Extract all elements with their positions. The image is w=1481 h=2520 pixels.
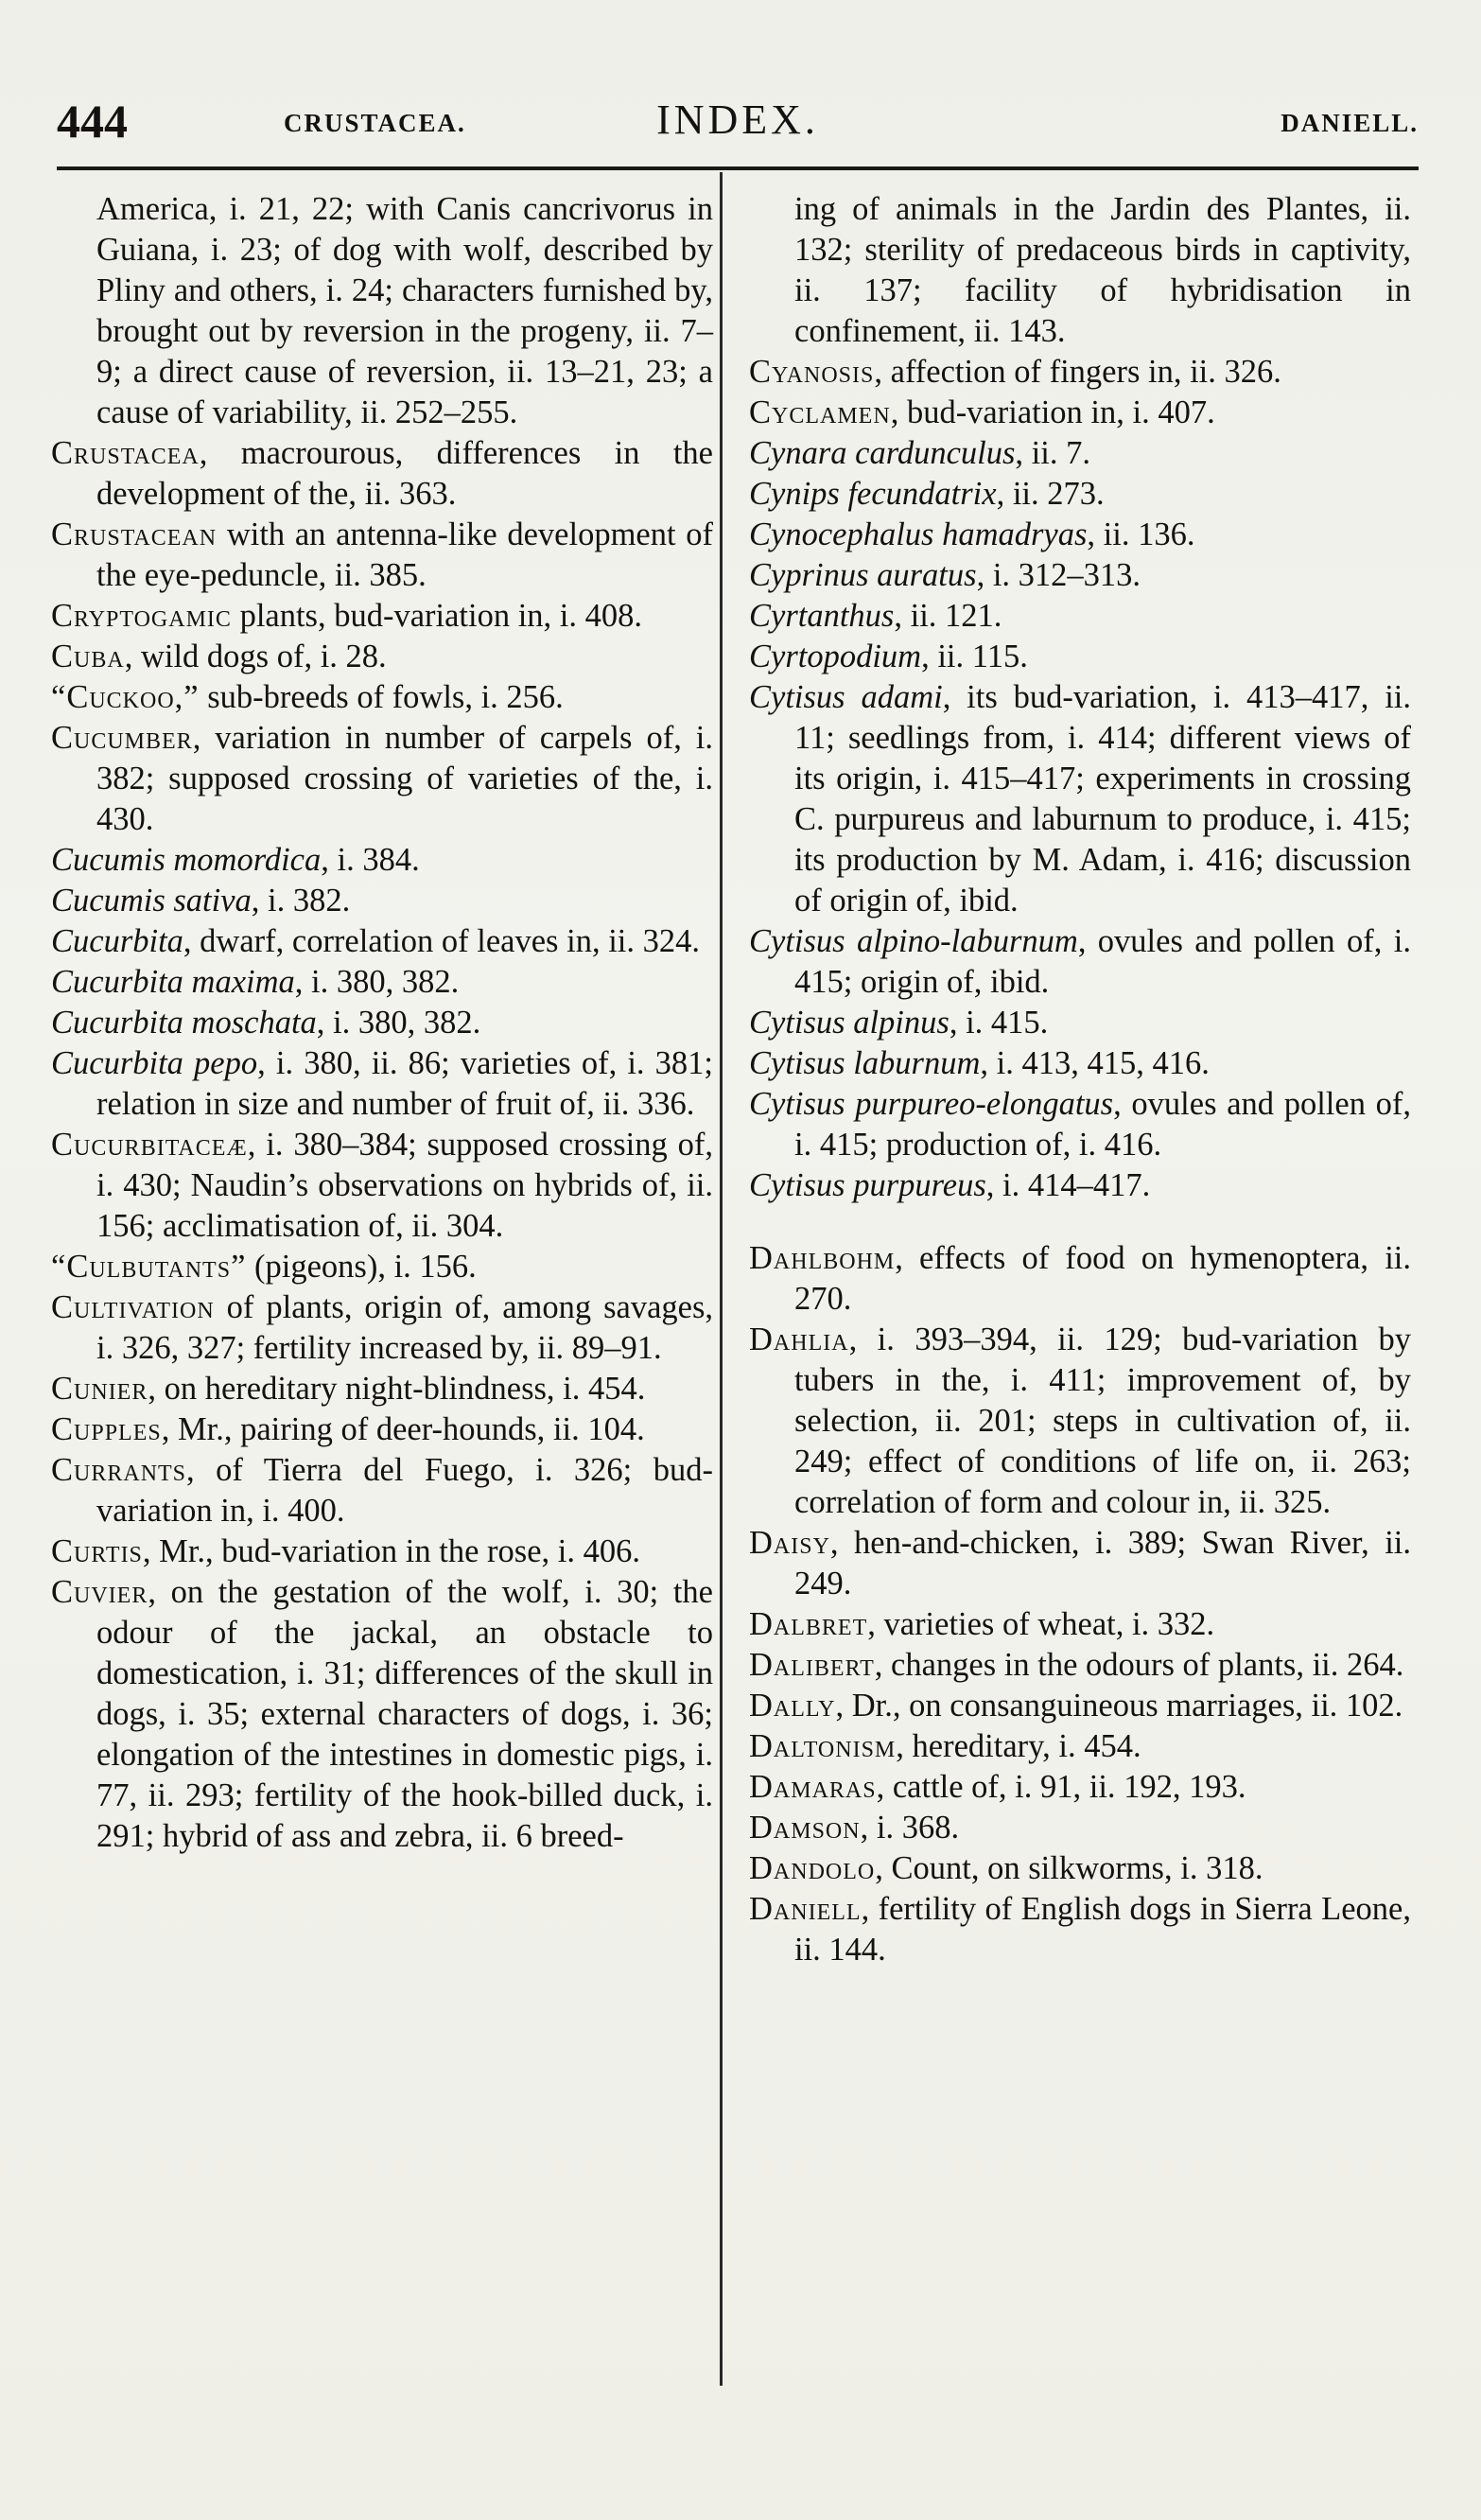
entry-italic-heading: Cucurbita moschata [51, 1005, 317, 1041]
entry-italic-heading: Cucumis momordica [51, 842, 322, 878]
index-entry [51, 1409, 713, 1450]
entry-text: , bud-variation in, i. 407. [890, 394, 1215, 430]
entry-heading: Daltonism [749, 1728, 897, 1764]
entry-heading: Currants [51, 1452, 187, 1488]
entry-heading: Dandolo [749, 1850, 876, 1886]
index-entry [51, 1125, 713, 1247]
entry-heading: Cyclamen [749, 394, 891, 430]
entry-text: , macrourous, differences in the development of the, ii. 363. [96, 435, 713, 512]
entry-heading: Cuvier [51, 1574, 148, 1610]
index-entry [51, 840, 713, 881]
center-running-head: INDEX. [656, 96, 819, 143]
entry-heading: Dally [749, 1688, 836, 1724]
entry-text: , i. 368. [860, 1810, 960, 1846]
entry-italic-heading: Cyrtopodium [749, 639, 922, 674]
entry-italic-heading: Cynara cardunculus [749, 435, 1016, 471]
entry-italic-heading: Cytisus laburnum [749, 1045, 981, 1081]
entry-heading: Cuba [51, 639, 125, 674]
entry-heading: Cupples [51, 1411, 162, 1447]
entry-text: , affection of fingers in, ii. 326. [874, 354, 1281, 390]
entry-italic-heading: Cyrtanthus [749, 598, 895, 634]
entry-heading: Crustacea [51, 435, 200, 471]
index-entry [51, 515, 713, 596]
entry-text: , cattle of, i. 91, ii. 192, 193. [876, 1769, 1246, 1805]
index-entry [51, 1247, 713, 1287]
index-entry [51, 1572, 713, 1857]
entry-heading: Daniell [749, 1891, 862, 1927]
header-rule [57, 166, 1419, 170]
entry-italic-heading: Cytisus purpureus [749, 1167, 986, 1203]
entry-italic-heading: Cytisus purpureo-elongatus [749, 1086, 1114, 1122]
entry-text: , Mr., bud-variation in the rose, i. 406. [142, 1533, 640, 1569]
index-entry [749, 921, 1411, 1003]
entry-italic-heading: Cucurbita [51, 923, 183, 959]
entry-text: , dwarf, correlation of leaves in, ii. 324. [183, 923, 700, 959]
index-entry [51, 596, 713, 637]
entry-italic-heading: Cynocephalus hamadryas [749, 516, 1088, 552]
entry-heading: Damaras [749, 1769, 877, 1805]
index-entry [51, 1043, 713, 1125]
entry-heading: Daisy [749, 1525, 830, 1561]
running-head [57, 93, 1419, 149]
right-column [749, 189, 1411, 1970]
entry-heading: Cyanosis [749, 354, 875, 390]
entry-heading: Cryptogamic [51, 598, 232, 634]
column-divider [720, 172, 723, 2386]
index-entry [749, 1767, 1411, 1808]
index-entry [749, 515, 1411, 555]
entry-text: , effects of food on hymenoptera, ii. 270. [794, 1240, 1411, 1317]
entry-heading: Cucurbitaceæ [51, 1127, 248, 1163]
page-number: 444 [57, 95, 128, 148]
entry-text: sub-breeds of fowls, i. 256. [199, 679, 564, 715]
entry-text: , varieties of wheat, i. 332. [867, 1606, 1215, 1642]
entry-text: , i. 380, 382. [294, 964, 460, 1000]
index-entry [749, 1043, 1411, 1084]
entry-text: of plants, origin of, among savages, i. 326, 327; fertility increased by, ii. 89–91. [96, 1289, 713, 1366]
index-entry [749, 1645, 1411, 1686]
entry-text: , ii. 273. [996, 476, 1105, 512]
entry-text: , Mr., pairing of deer-hounds, ii. 104. [161, 1411, 645, 1447]
entry-text: , Count, on silkworms, i. 318. [875, 1850, 1263, 1886]
entry-text: America, i. 21, 22; with Canis cancrivorus in Guiana, i. 23; of dog with wolf, described by Pliny and others, i. 24; characters furnished by, brought out by reversion in the progeny, ii. 7–9; a direct cause of reversion, ii. 13–21, 23; a cause of variability, ii. 252–255. [96, 191, 713, 430]
entry-heading: Dahlia [749, 1321, 849, 1357]
entry-heading: Dahlbohm [749, 1240, 896, 1276]
index-entry [749, 189, 1411, 352]
entry-heading: Crustacean [51, 516, 218, 552]
entry-text: , hereditary, i. 454. [896, 1728, 1141, 1764]
entry-text: , on the gestation of the wolf, i. 30; the odour of the jackal, an obstacle to domestication, i. 31; differences of the skull in dogs, i. 35; external characters of dogs, i. 36; elongation of the intestines in domestic pigs, i. 77, ii. 293; fertility of the hook-billed duck, i. 291; hybrid of ass and zebra, ii. 6 breed- [96, 1574, 713, 1854]
entry-heading: Dalbret [749, 1606, 868, 1642]
left-running-head: CRUSTACEA. [284, 109, 466, 137]
entry-text: , i. 414–417. [985, 1167, 1151, 1203]
entry-text: (pigeons), i. 156. [246, 1249, 477, 1285]
entry-text: , ovules and pollen of, i. 415; origin of, ibid. [794, 923, 1411, 1000]
index-entry [51, 189, 713, 433]
entry-heading: Dalibert [749, 1647, 875, 1683]
index-entry [749, 433, 1411, 474]
index-entry [749, 1848, 1411, 1889]
entry-text: , wild dogs of, i. 28. [124, 639, 387, 674]
entry-text: , changes in the odours of plants, ii. 264. [874, 1647, 1404, 1683]
entry-text: , i. 380, 382. [316, 1005, 481, 1041]
entry-italic-heading: Cytisus alpinus [749, 1005, 950, 1041]
entry-heading: Cultivation [51, 1289, 215, 1325]
entry-text: , i. 393–394, ii. 129; bud-variation by tubers in the, i. 411; improvement of, by selection, ii. 201; steps in cultivation of, ii. 249; effect of conditions of life on, ii. 263; correlation of form and colour in, ii. 325. [794, 1321, 1411, 1520]
index-entry [749, 1604, 1411, 1645]
index-entry [749, 1238, 1411, 1320]
entry-heading: Damson [749, 1810, 861, 1846]
index-entry [51, 962, 713, 1003]
right-running-head: DANIELL. [1281, 109, 1419, 137]
index-entry [749, 1003, 1411, 1043]
entry-heading: “Culbutants” [51, 1249, 247, 1285]
entry-text: , ovules and pollen of, i. 415; production of, i. 416. [794, 1086, 1412, 1163]
index-entry [51, 881, 713, 921]
index-entry [749, 1726, 1411, 1767]
entry-text: , i. 380–384; supposed crossing of, i. 430; Naudin’s observations on hybrids of, ii. 156; acclimatisation of, ii. 304. [96, 1127, 713, 1244]
entry-text: , ii. 7. [1015, 435, 1090, 471]
index-entry [749, 637, 1411, 677]
entry-text: , ii. 136. [1087, 516, 1195, 552]
entry-italic-heading: Cucumis sativa [51, 883, 252, 919]
entry-text: , ii. 121. [894, 598, 1002, 634]
entry-text: , its bud-variation, i. 413–417, ii. 11; seedlings from, i. 414; different views of its origin, i. 415–417; experiments in crossing C. purpureus and laburnum to produce, i. 415; its production by M. Adam, i. 416; discussion of origin of, ibid. [794, 679, 1411, 919]
entry-text: , i. 380, ii. 86; varieties of, i. 381; relation in size and number of fruit of, ii. 336. [96, 1045, 714, 1122]
index-entry [51, 677, 713, 718]
entry-italic-heading: Cytisus adami [749, 679, 943, 715]
entry-text: , of Tierra del Fuego, i. 326; bud-variation in, i. 400. [96, 1452, 713, 1529]
entry-text: , Dr., on consanguineous marriages, ii. 102. [835, 1688, 1403, 1724]
left-column [51, 189, 713, 1857]
index-entry [51, 1369, 713, 1409]
entry-heading: “Cuckoo,” [51, 679, 200, 715]
entry-italic-heading: Cucurbita pepo [51, 1045, 258, 1081]
index-entry [51, 1003, 713, 1043]
entry-heading: Curtis [51, 1533, 143, 1569]
index-entry [749, 555, 1411, 596]
index-entry [51, 1531, 713, 1572]
index-entry [749, 352, 1411, 393]
entry-text: , i. 382. [251, 883, 351, 919]
index-entry [51, 1450, 713, 1531]
entry-text: , fertility of English dogs in Sierra Leone, ii. 144. [794, 1891, 1411, 1968]
index-entry [51, 718, 713, 840]
entry-text: , i. 413, 415, 416. [980, 1045, 1210, 1081]
entry-italic-heading: Cytisus alpino-laburnum [749, 923, 1078, 959]
index-entry [749, 1808, 1411, 1848]
index-entry [749, 1889, 1411, 1970]
entry-text: , i. 415. [949, 1005, 1049, 1041]
index-entry [749, 596, 1411, 637]
entry-italic-heading: Cyprinus auratus [749, 557, 977, 593]
entry-italic-heading: Cucurbita maxima [51, 964, 295, 1000]
index-entry [749, 1686, 1411, 1726]
entry-text: , variation in number of carpels of, i. 382; supposed crossing of varieties of the, i. 430. [96, 720, 713, 837]
entry-text: , on hereditary night-blindness, i. 454. [148, 1371, 646, 1407]
index-entry [749, 393, 1411, 433]
index-entry [749, 1320, 1411, 1523]
index-entry [51, 433, 713, 515]
entry-text: plants, bud-variation in, i. 408. [231, 598, 643, 634]
index-entry [51, 921, 713, 962]
index-entry [749, 1084, 1411, 1165]
entry-heading: Cunier [51, 1371, 148, 1407]
entry-text: , i. 312–313. [976, 557, 1141, 593]
index-entry [749, 474, 1411, 515]
entry-text: with an antenna-like development of the eye-peduncle, ii. 385. [96, 516, 713, 593]
index-entry [51, 1287, 713, 1369]
entry-text: , ii. 115. [921, 639, 1028, 674]
index-entry [749, 1523, 1411, 1604]
entry-text: , i. 384. [321, 842, 420, 878]
index-entry [749, 1165, 1411, 1206]
entry-italic-heading: Cynips fecundatrix [749, 476, 997, 512]
index-entry [749, 677, 1411, 921]
entry-text: ing of animals in the Jardin des Plantes, ii. 132; sterility of predaceous birds in captivity, ii. 137; facility of hybridisation in confinement, ii. 143. [794, 191, 1411, 349]
entry-heading: Cucumber [51, 720, 193, 756]
entry-text: , hen-and-chicken, i. 389; Swan River, ii. 249. [794, 1525, 1411, 1601]
index-entry [51, 637, 713, 677]
